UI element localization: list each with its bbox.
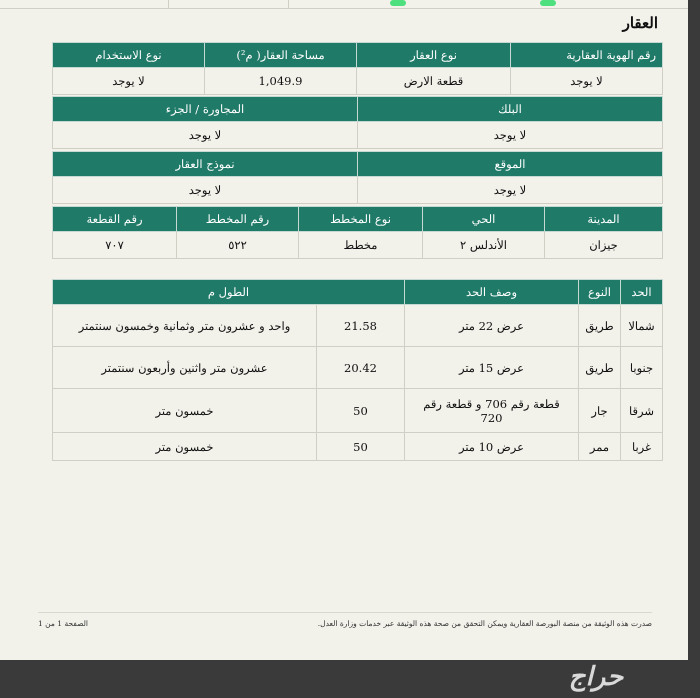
location-table — [52, 151, 663, 204]
column-header: البلك — [358, 97, 663, 122]
table-cell: 50 — [317, 433, 405, 461]
column-header: نموذج العقار — [53, 152, 358, 177]
top-cell — [0, 0, 169, 8]
page-footer — [38, 612, 652, 635]
table-cell: شمالا — [621, 305, 663, 347]
table-cell: ٧٠٧ — [53, 232, 177, 259]
boundaries-table — [52, 279, 663, 461]
column-header: المدينة — [545, 207, 663, 232]
column-header: مساحة العقار( م²) — [205, 43, 357, 68]
table-cell: عرض 15 متر — [405, 347, 579, 389]
table-row — [53, 68, 663, 95]
column-header: المجاورة / الجزء — [53, 97, 358, 122]
column-header: الموقع — [358, 152, 663, 177]
table-cell: شرقا — [621, 389, 663, 433]
table-cell: 20.42 — [317, 347, 405, 389]
footer-notice: صدرت هذه الوثيقة من منصة البورصة العقارية ويمكن التحقق من صحة هذه الوثيقة عبر خدمات وزارة العدل. — [317, 619, 652, 628]
table-cell: 50 — [317, 389, 405, 433]
column-header: الحد — [621, 280, 663, 305]
page-number: الصفحة 1 من 1 — [38, 619, 88, 628]
table-cell: قطعة الارض — [357, 68, 511, 95]
table-header-row — [53, 43, 663, 68]
table-cell: لا يوجد — [53, 68, 205, 95]
table-row — [53, 305, 663, 347]
table-cell: جار — [579, 389, 621, 433]
column-header: نوع الاستخدام — [53, 43, 205, 68]
table-header-row — [53, 152, 663, 177]
column-header: رقم الهوية العقارية — [511, 43, 663, 68]
table-cell: لا يوجد — [511, 68, 663, 95]
column-header: نوع العقار — [357, 43, 511, 68]
table-cell: طريق — [579, 347, 621, 389]
table-cell: جنوبا — [621, 347, 663, 389]
city-plan-table — [52, 206, 663, 259]
table-row — [53, 347, 663, 389]
property-id-table — [52, 42, 663, 95]
table-cell: الأندلس ٢ — [423, 232, 545, 259]
table-cell: لا يوجد — [53, 122, 358, 149]
column-header: رقم المخطط — [177, 207, 299, 232]
table-cell: واحد و عشرون متر وثمانية وخمسون سنتمتر — [53, 305, 317, 347]
table-row — [53, 232, 663, 259]
table-cell: خمسون متر — [53, 433, 317, 461]
table-cell: جيزان — [545, 232, 663, 259]
table-header-row — [53, 280, 663, 305]
table-row — [53, 433, 663, 461]
watermark-logo: حراج — [568, 662, 624, 692]
table-cell: عرض 10 متر — [405, 433, 579, 461]
table-cell: غربا — [621, 433, 663, 461]
table-row — [53, 177, 663, 204]
table-cell: خمسون متر — [53, 389, 317, 433]
table-cell: 21.58 — [317, 305, 405, 347]
column-header: الطول م — [53, 280, 405, 305]
table-cell: 1,049.9 — [205, 68, 357, 95]
table-cell: ممر — [579, 433, 621, 461]
column-header: الحي — [423, 207, 545, 232]
table-cell: مخطط — [299, 232, 423, 259]
table-cell: عشرون متر واثنين وأربعون سنتمتر — [53, 347, 317, 389]
stamp-mark — [540, 0, 556, 6]
top-cell — [168, 0, 289, 8]
column-header: رقم القطعة — [53, 207, 177, 232]
section-title: العقار — [622, 14, 658, 32]
column-header: النوع — [579, 280, 621, 305]
table-cell: ٥٢٢ — [177, 232, 299, 259]
table-header-row — [53, 207, 663, 232]
stamp-mark — [390, 0, 406, 6]
table-cell: قطعة رقم 706 و قطعة رقم 720 — [405, 389, 579, 433]
table-cell: عرض 22 متر — [405, 305, 579, 347]
column-header: نوع المخطط — [299, 207, 423, 232]
table-cell: لا يوجد — [358, 122, 663, 149]
table-cell: طريق — [579, 305, 621, 347]
table-cell: لا يوجد — [53, 177, 358, 204]
column-header: وصف الحد — [405, 280, 579, 305]
table-row — [53, 389, 663, 433]
table-cell: لا يوجد — [358, 177, 663, 204]
table-header-row — [53, 97, 663, 122]
block-table — [52, 96, 663, 149]
table-row — [53, 122, 663, 149]
